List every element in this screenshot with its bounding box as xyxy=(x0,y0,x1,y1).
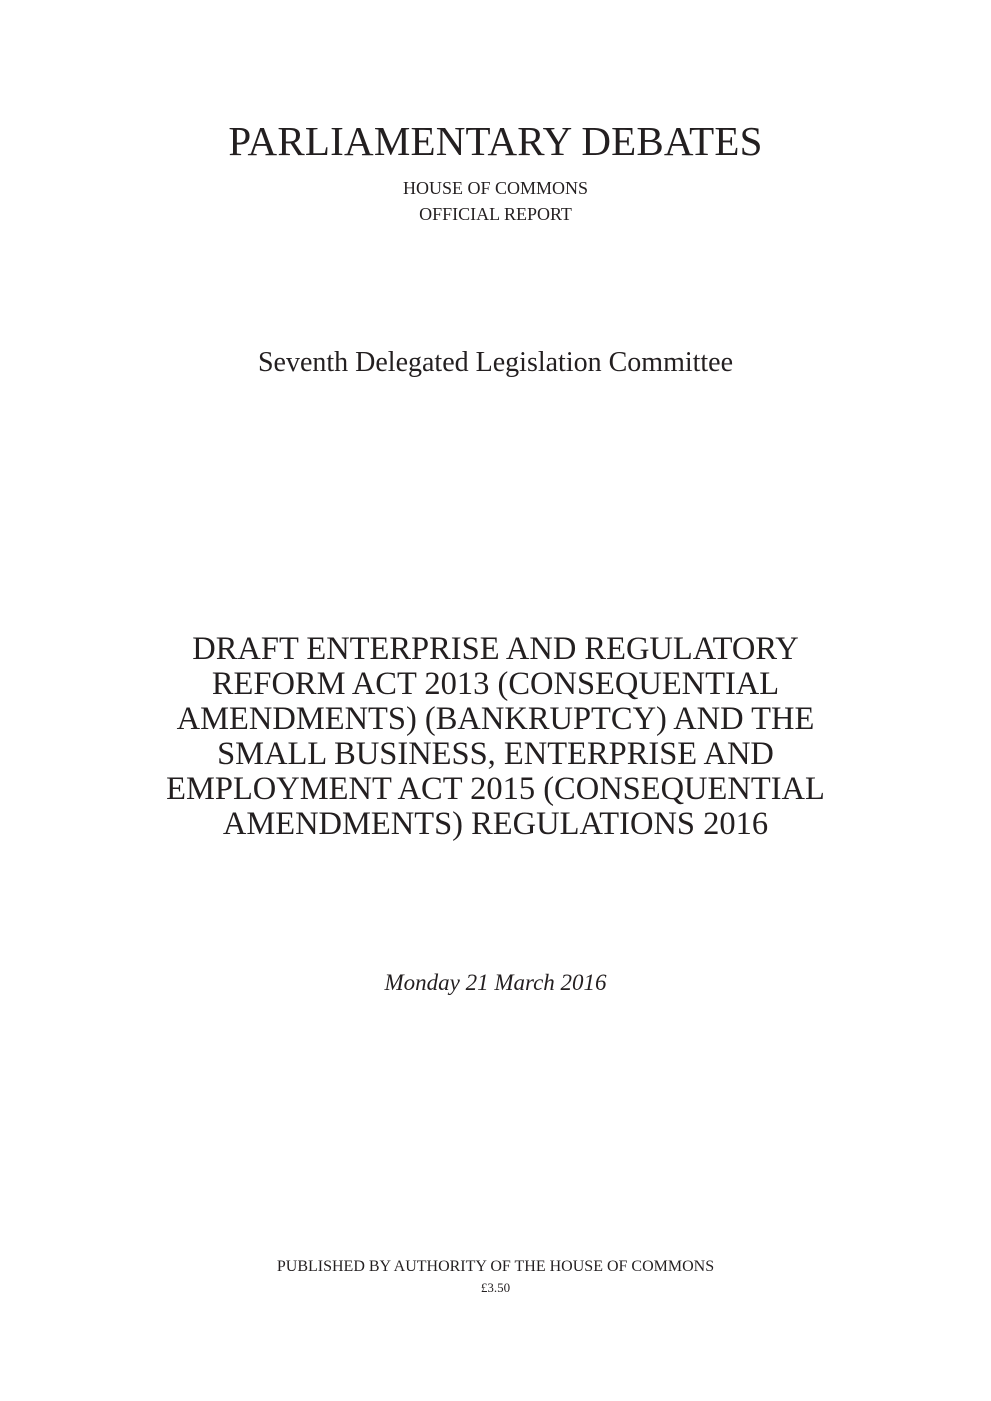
debate-title-line: AMENDMENTS) REGULATIONS 2016 xyxy=(222,806,769,842)
price: £3.50 xyxy=(480,1280,511,1295)
committee-name: Seventh Delegated Legislation Committee xyxy=(257,347,734,378)
debate-title-line: REFORM ACT 2013 (CONSEQUENTIAL xyxy=(211,666,780,702)
debate-title-line: EMPLOYMENT ACT 2015 (CONSEQUENTIAL xyxy=(166,771,825,807)
debate-title-line: DRAFT ENTERPRISE AND REGULATORY xyxy=(192,631,799,667)
debate-title-line: SMALL BUSINESS, ENTERPRISE AND xyxy=(217,736,774,772)
debate-title xyxy=(0,632,991,842)
report-type: OFFICIAL REPORT xyxy=(419,204,572,224)
debate-title-line: AMENDMENTS) (BANKRUPTCY) AND THE xyxy=(176,701,815,737)
house-name: HOUSE OF COMMONS xyxy=(402,178,589,198)
publisher-statement: PUBLISHED BY AUTHORITY OF THE HOUSE OF COMMONS xyxy=(276,1258,715,1275)
page-title: PARLIAMENTARY DEBATES xyxy=(228,118,763,164)
debate-date: Monday 21 March 2016 xyxy=(384,970,607,995)
